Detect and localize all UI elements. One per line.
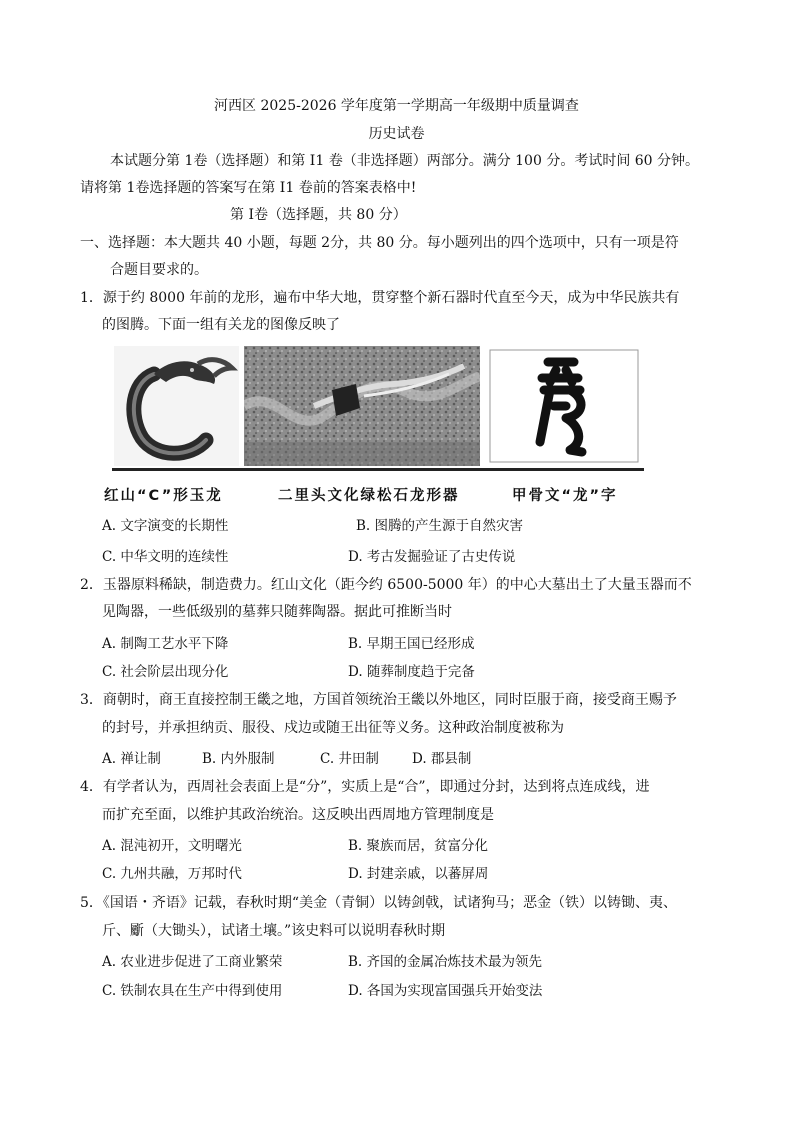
oracle-bone-dragon-character-image bbox=[486, 346, 642, 466]
question-2-option-a: A. 制陶工艺水平下降 bbox=[102, 636, 229, 652]
intro-line-2: 请将第 1卷选择题的答案写在第 I1 卷前的答案表格中! bbox=[80, 180, 417, 196]
question-1-stem-line-1: 1．源于约 8000 年前的龙形，遍布中华大地，贯穿整个新石器时代直至今天，成为中华民族共有 bbox=[80, 290, 680, 306]
question-4-option-b: B. 聚族而居，贫富分化 bbox=[348, 838, 489, 854]
question-5-option-c: C. 铁制农具在生产中得到使用 bbox=[102, 983, 283, 999]
question-2-option-c: C. 社会阶层出现分化 bbox=[102, 664, 229, 680]
question-1-option-c: C. 中华文明的连续性 bbox=[102, 549, 229, 565]
question-4-option-a: A. 混沌初开，文明曙光 bbox=[102, 838, 242, 854]
question-5-option-d: D. 各国为实现富国强兵开始变法 bbox=[348, 983, 543, 999]
instruction-line-2: 合题目要求的。 bbox=[110, 262, 208, 278]
question-5-option-b: B. 齐国的金属冶炼技术最为领先 bbox=[348, 954, 543, 970]
section-heading: 第 I卷（选择题，共 80 分） bbox=[230, 207, 407, 223]
question-1-option-d: D. 考古发掘验证了古史传说 bbox=[348, 549, 516, 565]
question-4-stem-line-2: 而扩充至面，以维护其政治统治。这反映出西周地方管理制度是 bbox=[102, 807, 494, 823]
question-2-stem-line-1: 2．玉器原料稀缺，制造费力。红山文化（距今约 6500-5000 年）的中心大墓出土了大量玉器而不 bbox=[80, 577, 692, 593]
question-5-option-a: A. 农业进步促进了工商业繁荣 bbox=[102, 954, 283, 970]
image-caption-oracle-dragon: 甲骨文“龙”字 bbox=[512, 488, 618, 504]
question-3-stem-line-2: 的封号，并承担纳贡、服役、戍边或随王出征等义务。这种政治制度被称为 bbox=[102, 720, 564, 736]
question-4-option-d: D. 封建亲戚，以蕃屏周 bbox=[348, 866, 489, 882]
question-1-option-b: B. 图腾的产生源于自然灾害 bbox=[356, 518, 524, 534]
question-5-stem-line-1: 5．《国语・齐语》记载，春秋时期“美金（青铜）以铸剑戟，试诸狗马；恶金（铁）以铸锄、夷、 bbox=[80, 895, 678, 911]
exam-subject: 历史试卷 bbox=[368, 126, 425, 142]
question-3-stem-line-1: 3．商朝时，商王直接控制王畿之地，方国首领统治王畿以外地区，同时臣服于商，接受商王赐予 bbox=[80, 692, 677, 708]
question-4-stem-line-1: 4．有学者认为，西周社会表面上是“分”，实质上是“合”，即通过分封，达到将点连成线，进 bbox=[80, 779, 650, 795]
question-5-stem-line-2: 斤、斸（大锄头），试诸土壤。”该史料可以说明春秋时期 bbox=[102, 923, 446, 939]
question-3-option-c: C. 井田制 bbox=[320, 751, 379, 767]
question-4-option-c: C. 九州共融，万邦时代 bbox=[102, 866, 242, 882]
erlitou-turquoise-dragon-image bbox=[244, 346, 480, 466]
exam-title: 河西区 2025-2026 学年度第一学期高一年级期中质量调查 bbox=[214, 98, 579, 114]
question-2-option-b: B. 早期王国已经形成 bbox=[348, 636, 475, 652]
question-1-option-a: A. 文字演变的长期性 bbox=[102, 518, 229, 534]
image-caption-erlitou-dragon: 二里头文化绿松石龙形器 bbox=[278, 488, 460, 504]
image-caption-jade-dragon: 红山“C”形玉龙 bbox=[104, 488, 223, 504]
question-2-option-d: D. 随葬制度趋于完备 bbox=[348, 664, 475, 680]
question-1-stem-line-2: 的图腾。下面一组有关龙的图像反映了 bbox=[102, 317, 340, 333]
question-3-option-b: B. 内外服制 bbox=[202, 751, 275, 767]
question-3-option-a: A. 禅让制 bbox=[102, 751, 161, 767]
intro-line-1: 本试题分第 1卷（选择题）和第 I1 卷（非选择题）两部分。满分 100 分。考试时间 60 分钟。 bbox=[110, 153, 700, 169]
question-2-stem-line-2: 见陶器，一些低级别的墓葬只随葬陶器。据此可推断当时 bbox=[102, 604, 452, 620]
jade-c-dragon-image bbox=[114, 346, 239, 466]
question-3-option-d: D. 郡县制 bbox=[412, 751, 472, 767]
instruction-line-1: 一、选择题：本大题共 40 小题，每题 2分，共 80 分。每小题列出的四个选项中，只有一项是符 bbox=[80, 235, 679, 251]
